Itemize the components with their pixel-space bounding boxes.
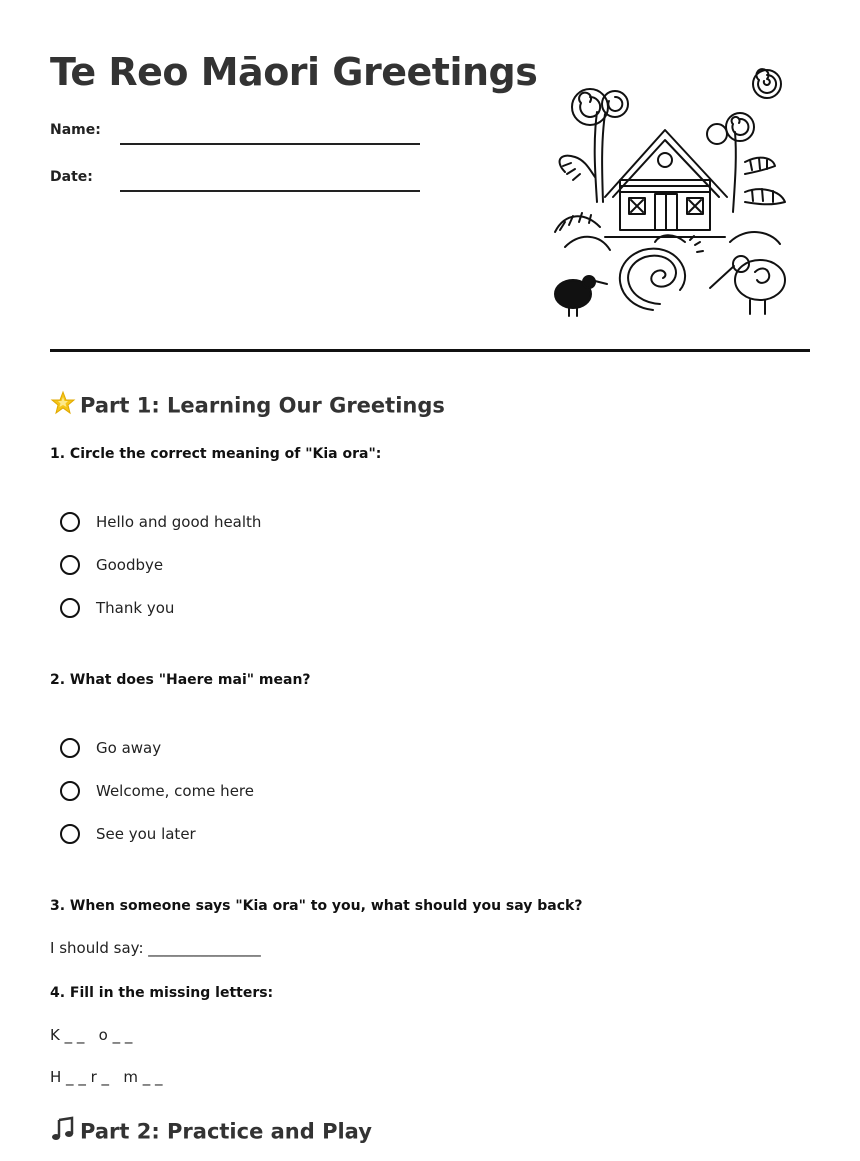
radio-circle-icon[interactable]: [60, 598, 80, 618]
question-1: 1. Circle the correct meaning of "Kia ora":: [50, 446, 382, 462]
radio-circle-icon[interactable]: [60, 738, 80, 758]
date-field: [50, 169, 120, 185]
q1-option-3[interactable]: [60, 595, 174, 621]
option-label: Thank you: [96, 599, 175, 617]
musical-note-icon: [50, 1116, 80, 1147]
option-label: See you later: [96, 825, 196, 843]
wharenui-kiwi-illustration: [545, 62, 795, 317]
part2-heading: [50, 1116, 372, 1147]
q1-option-1[interactable]: [60, 509, 261, 535]
radio-circle-icon[interactable]: [60, 781, 80, 801]
part1-heading-text: Part 1: Learning Our Greetings: [80, 393, 445, 418]
date-line[interactable]: [120, 190, 420, 192]
radio-circle-icon[interactable]: [60, 555, 80, 575]
option-label: Goodbye: [96, 556, 164, 574]
q3-answer-blank[interactable]: I should say: _______________: [50, 939, 261, 957]
q4-word-2[interactable]: H _ _ r _ m _ _: [50, 1068, 163, 1086]
question-4: 4. Fill in the missing letters:: [50, 985, 274, 1001]
radio-circle-icon[interactable]: [60, 824, 80, 844]
part1-heading: [50, 390, 445, 421]
radio-circle-icon[interactable]: [60, 512, 80, 532]
name-label: Name:: [50, 122, 101, 138]
q1-option-2[interactable]: [60, 552, 163, 578]
option-label: Welcome, come here: [96, 782, 254, 800]
date-label: Date:: [50, 169, 93, 185]
q2-option-3[interactable]: [60, 821, 196, 847]
q2-option-1[interactable]: [60, 735, 161, 761]
q2-option-2[interactable]: [60, 778, 254, 804]
q4-word-1[interactable]: K _ _ o _ _: [50, 1026, 133, 1044]
koru-spiral-icon: [753, 69, 781, 98]
option-label: Go away: [96, 739, 162, 757]
wharenui-house-icon: [605, 130, 727, 237]
part2-heading-text: Part 2: Practice and Play: [80, 1119, 372, 1144]
fern-tree-right-icon: [707, 113, 785, 244]
name-line[interactable]: [120, 143, 420, 145]
kiwi-bird-large-icon: [710, 256, 785, 314]
name-field: [50, 122, 120, 138]
question-2: 2. What does "Haere mai" mean?: [50, 672, 311, 688]
fern-tree-left-icon: [555, 89, 628, 250]
section-divider: [50, 349, 810, 352]
kiwi-bird-small-icon: [555, 276, 607, 316]
glowing-star-icon: [50, 390, 80, 421]
option-label: Hello and good health: [96, 513, 262, 531]
koru-spiral-large-icon: [620, 235, 703, 310]
page-title: Te Reo Māori Greetings: [50, 50, 538, 94]
question-3: 3. When someone says "Kia ora" to you, what should you say back?: [50, 898, 583, 914]
